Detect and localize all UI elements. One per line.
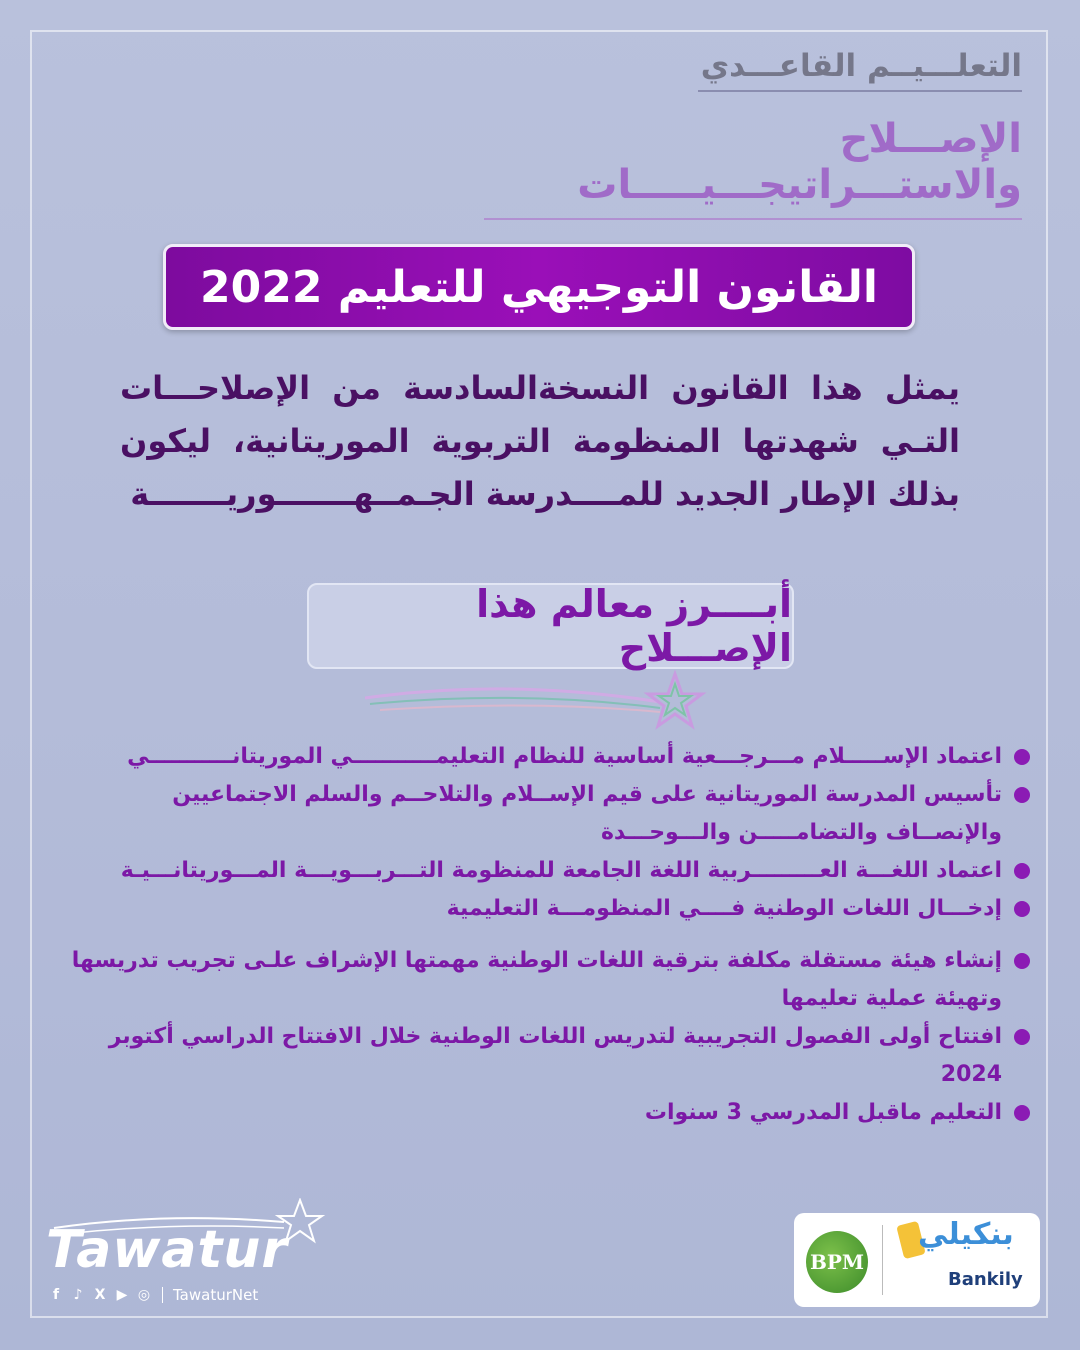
list-item <box>64 890 1036 928</box>
bullet-icon <box>1014 787 1030 803</box>
instagram-icon[interactable]: ◎ <box>137 1287 151 1303</box>
header-line-2: الإصـــلاح والاستـــراتيجـــيـــــات <box>484 116 1022 220</box>
bullet-icon <box>1014 863 1030 879</box>
list-item <box>64 942 1036 1018</box>
section-title-box: أبــــرز معالم هذا الإصـــلاح <box>307 583 794 669</box>
list-item <box>64 852 1036 890</box>
divider <box>882 1225 883 1295</box>
list-item-text: إنشاء هيئة مستقلة مكلفة بترقية اللغات الوطنية مهمتها الإشراف علـى تجريب تدريسها وتهيئة عملية تعليمها <box>71 948 1002 1011</box>
list-item-text: إدخـــال اللغات الوطنية فــــي المنظومـــة التعليمية <box>446 896 1002 921</box>
list-item <box>64 738 1036 776</box>
logo-wordmark: Tawatur <box>46 1220 289 1280</box>
list-item-text: افتتاح أولى الفصول التجريبية لتدريس اللغات الوطنية خلال الافتتاح الدراسي أكتوبر 2024 <box>108 1024 1002 1087</box>
social-handle: TawaturNet <box>173 1286 259 1304</box>
bpm-logo: BPM <box>806 1231 868 1293</box>
intro-paragraph: يمثل هذا القانون النسخةالسادسة من الإصلاحـــات التـي شهدتها المنظومة التربوية الموريتانية، ليكون بذلك الإطار الجديد للمــــدرسة الجـمــهـــــــوريـــــــة <box>120 369 960 513</box>
bankily-logo-arabic: بنكيلي <box>918 1217 1014 1252</box>
list-item <box>64 1094 1036 1132</box>
youtube-icon[interactable]: ▶ <box>116 1287 128 1303</box>
list-item-text: التعليم ماقبل المدرسي 3 سنوات <box>644 1100 1002 1125</box>
list-item-text: اعتماد الإســـــلام مـــرجـــعية أساسية للنظام التعليمـــــــــــي الموريتانـــــــــــي <box>127 744 1002 769</box>
list-item-text: اعتماد اللغـــة العـــــــــربية اللغة الجامعة للمنظومة التـــربـــويـــة المـــوريتانـــيـة <box>120 858 1002 883</box>
bullet-icon <box>1014 1029 1030 1045</box>
list-item <box>64 776 1036 852</box>
tiktok-icon[interactable]: ♪ <box>73 1287 83 1303</box>
header-line-1: التعلـــيــم القاعـــدي <box>698 48 1022 92</box>
facebook-icon[interactable]: f <box>52 1287 60 1303</box>
divider <box>162 1287 163 1303</box>
bankily-logo-latin: Bankily <box>948 1269 1023 1290</box>
title-banner: القانون التوجيهي للتعليم 2022 <box>163 244 915 330</box>
list-item-text: تأسيس المدرسة الموريتانية على قيم الإســلام والتلاحــم والسلم الاجتماعيين والإنصــاف والتضامـــــن والـــوحـــدة <box>172 782 1002 845</box>
social-links <box>48 1286 258 1304</box>
x-icon[interactable]: X <box>94 1287 106 1303</box>
tawatur-logo <box>44 1198 334 1308</box>
list-item <box>64 1018 1036 1094</box>
bullet-icon <box>1014 1105 1030 1121</box>
bullet-icon <box>1014 749 1030 765</box>
star-swoosh-icon <box>360 670 720 730</box>
reform-list <box>64 738 1036 1132</box>
sponsor-box <box>794 1213 1040 1307</box>
bullet-icon <box>1014 901 1030 917</box>
bullet-icon <box>1014 953 1030 969</box>
